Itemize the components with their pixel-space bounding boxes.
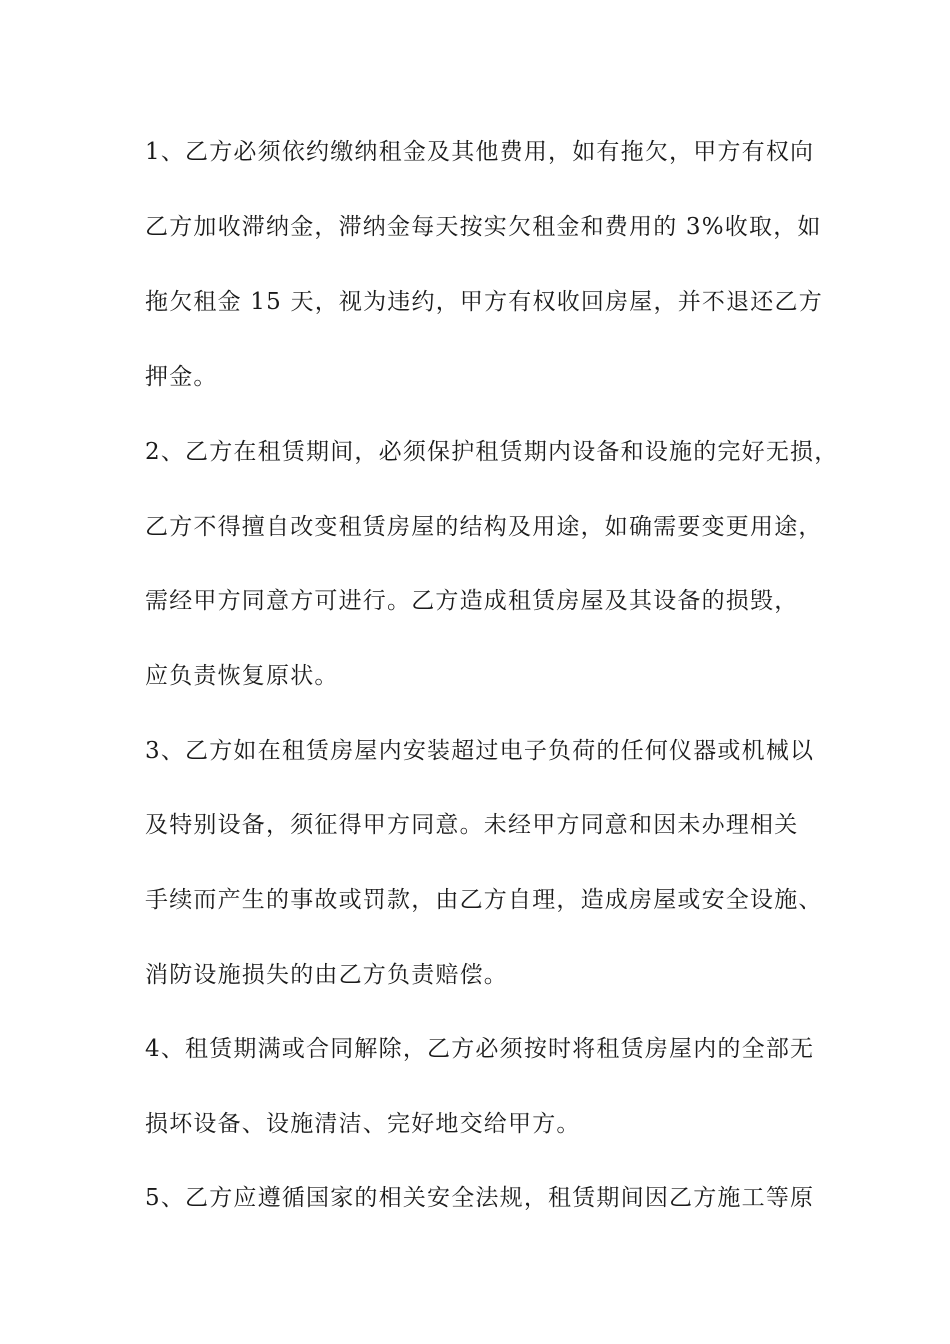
clause-4-line-2: 损坏设备、设施清洁、完好地交给甲方。: [145, 1111, 581, 1137]
clause-2-line-2: 乙方不得擅自改变租赁房屋的结构及用途，如确需要变更用途，: [145, 514, 823, 540]
clause-1-line-2: 乙方加收滞纳金，滞纳金每天按实欠租金和费用的 3%收取，如: [145, 214, 822, 240]
clause-2-line-4: 应负责恢复原状。: [145, 663, 339, 689]
clause-3-line-2: 及特别设备，须征得甲方同意。未经甲方同意和因未办理相关: [145, 812, 799, 838]
clause-1-line-3: 拖欠租金 15 天，视为违约，甲方有权收回房屋，并不退还乙方: [145, 289, 823, 315]
clause-5-line-1: 5、乙方应遵循国家的相关安全法规，租赁期间因乙方施工等原: [145, 1185, 815, 1211]
clause-3-line-1: 3、乙方如在租赁房屋内安装超过电子负荷的任何仪器或机械以: [145, 738, 815, 764]
clause-3-line-3: 手续而产生的事故或罚款，由乙方自理，造成房屋或安全设施、: [145, 887, 823, 913]
clause-1-line-4: 押金。: [145, 364, 218, 390]
clause-3-line-4: 消防设施损失的由乙方负责赔偿。: [145, 962, 508, 988]
clause-2-line-3: 需经甲方同意方可进行。乙方造成租赁房屋及其设备的损毁，: [145, 588, 799, 614]
clause-4-line-1: 4、租赁期满或合同解除，乙方必须按时将租赁房屋内的全部无: [145, 1036, 815, 1062]
clause-1-line-1: 1、乙方必须依约缴纳租金及其他费用，如有拖欠，甲方有权向: [145, 139, 815, 165]
clause-2-line-1: 2、乙方在租赁期间，必须保护租赁期内设备和设施的完好无损，: [145, 439, 839, 465]
